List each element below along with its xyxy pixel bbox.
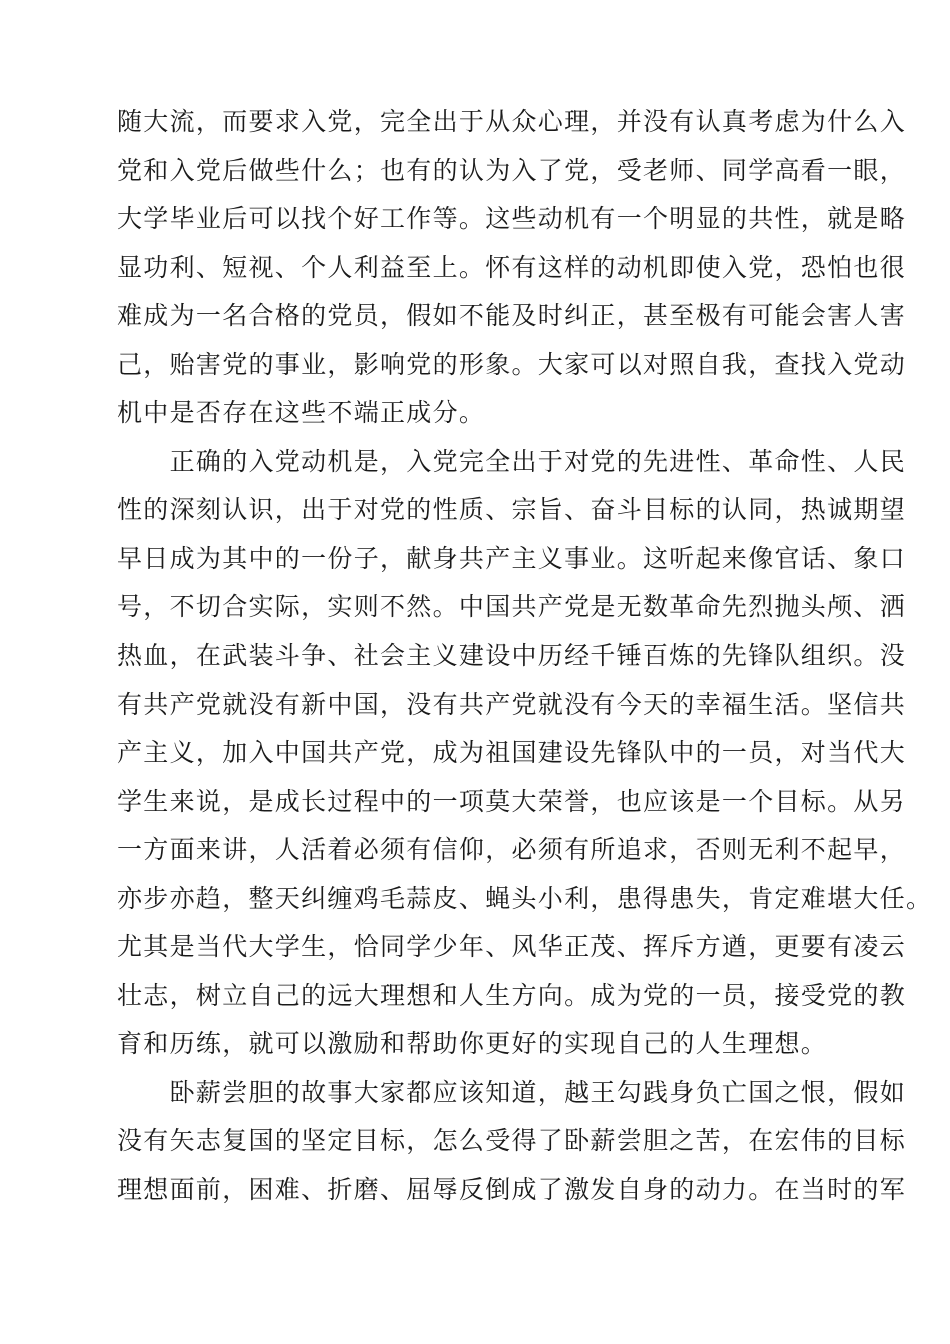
- text-line: 热血，在武装斗争、社会主义建设中历经千锤百炼的先锋队组织。没: [117, 641, 907, 671]
- text-line: 正确的入党动机是，入党完全出于对党的先进性、革命性、人民: [117, 446, 907, 476]
- text-line: 号，不切合实际，实则不然。中国共产党是无数革命先烈抛头颅、洒: [117, 592, 907, 622]
- text-line: 党和入党后做些什么；也有的认为入了党，受老师、同学高看一眼，: [117, 155, 907, 185]
- text-line: 一方面来讲，人活着必须有信仰，必须有所追求，否则无利不起早，: [117, 835, 907, 865]
- text-line: 尤其是当代大学生，恰同学少年、风华正茂、挥斥方遒，更要有凌云: [117, 932, 907, 962]
- text-line: 产主义，加入中国共产党，成为祖国建设先锋队中的一员，对当代大: [117, 738, 907, 768]
- text-line: 大学毕业后可以找个好工作等。这些动机有一个明显的共性，就是略: [117, 204, 907, 234]
- body-text: [117, 98, 933, 1215]
- text-line: 卧薪尝胆的故事大家都应该知道，越王勾践身负亡国之恨，假如: [117, 1077, 907, 1107]
- text-line: 随大流，而要求入党，完全出于从众心理，并没有认真考虑为什么入: [117, 107, 907, 136]
- text-line: 己，贻害党的事业，影响党的形象。大家可以对照自我，查找入党动: [117, 349, 907, 379]
- text-line: 没有矢志复国的坚定目标，怎么受得了卧薪尝胆之苦，在宏伟的目标: [117, 1126, 907, 1156]
- text-line: 显功利、短视、个人利益至上。怀有这样的动机即使入党，恐怕也很: [117, 252, 907, 282]
- text-line: 有共产党就没有新中国，没有共产党就没有今天的幸福生活。坚信共: [117, 689, 907, 719]
- text-line: 机中是否存在这些不端正成分。: [117, 398, 486, 428]
- text-line: 难成为一名合格的党员，假如不能及时纠正，甚至极有可能会害人害: [117, 301, 907, 331]
- text-line: 育和历练，就可以激励和帮助你更好的实现自己的人生理想。: [117, 1029, 828, 1059]
- text-line: 壮志，树立自己的远大理想和人生方向。成为党的一员，接受党的教: [117, 980, 907, 1010]
- text-line: 理想面前，困难、折磨、屈辱反倒成了激发自身的动力。在当时的军: [117, 1175, 907, 1205]
- text-line: 早日成为其中的一份子，献身共产主义事业。这听起来像官话、象口: [117, 543, 907, 573]
- text-line: 学生来说，是成长过程中的一项莫大荣誉，也应该是一个目标。从另: [117, 786, 907, 816]
- text-line: 亦步亦趋，整天纠缠鸡毛蒜皮、蝇头小利，患得患失，肯定难堪大任。: [117, 883, 933, 913]
- text-line: 性的深刻认识，出于对党的性质、宗旨、奋斗目标的认同，热诚期望: [117, 495, 907, 525]
